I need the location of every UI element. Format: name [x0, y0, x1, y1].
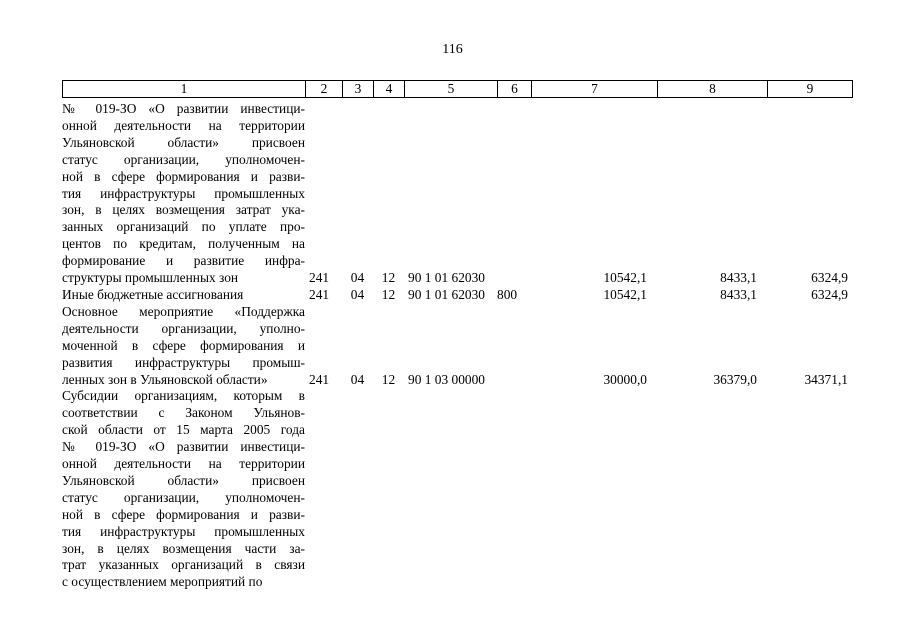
row-description — [62, 287, 305, 304]
table-body — [62, 101, 852, 591]
description-line: Ульяновской области» присвоен — [62, 472, 305, 488]
column-header-5: 5 — [405, 81, 498, 98]
row-amount-col8: 36379,0 — [713, 371, 757, 387]
column-header-4: 4 — [374, 81, 405, 98]
row-amount-col9: 6324,9 — [811, 270, 848, 286]
description-line: с осуществлением мероприятий по — [62, 574, 263, 590]
row-amount-col9: 6324,9 — [811, 286, 848, 302]
row-section: 04 — [350, 371, 365, 387]
description-line: деятельности организации, уполно- — [62, 320, 305, 336]
description-line: соответствии с Законом Ульянов- — [62, 405, 305, 421]
description-line: ленных зон в Ульяновской области» — [62, 371, 268, 387]
description-line: зон, в целях возмещения затрат ука- — [62, 202, 305, 218]
row-section: 04 — [350, 270, 365, 286]
description-line: занных организаций по уплате про- — [62, 219, 305, 235]
row-section: 04 — [350, 286, 365, 302]
description-line: тия инфраструктуры промышленных — [62, 523, 305, 539]
description-line: № 019-ЗО «О развитии инвестици- — [62, 439, 305, 455]
row-description — [62, 388, 305, 591]
row-description — [62, 101, 305, 287]
row-amount-col7: 10542,1 — [603, 286, 647, 302]
description-line: ской области от 15 марта 2005 года — [62, 422, 305, 438]
description-line: тия инфраструктуры промышленных — [62, 185, 305, 201]
row-amount-col8: 8433,1 — [720, 286, 757, 302]
description-line: трат указанных организаций в связи — [62, 557, 305, 573]
description-line: формирование и развитие инфра- — [62, 253, 305, 269]
description-line: ной в сфере формирования и разви- — [62, 168, 305, 184]
description-line: зон, в целях возмещения части за- — [62, 540, 305, 556]
page-number: 116 — [442, 42, 463, 57]
column-header-9: 9 — [768, 81, 853, 98]
description-line: развития инфраструктуры промыш- — [62, 354, 305, 370]
row-amount-col7: 10542,1 — [603, 270, 647, 286]
row-subsection: 12 — [381, 270, 396, 286]
table-row — [62, 101, 852, 287]
description-line: структуры промышленных зон — [62, 270, 239, 286]
description-line: Иные бюджетные ассигнования — [62, 286, 244, 302]
column-header-table — [62, 80, 853, 98]
column-header-3: 3 — [343, 81, 374, 98]
row-amount-col8: 8433,1 — [720, 270, 757, 286]
row-code-grbs: 241 — [309, 270, 330, 286]
description-line: онной деятельности на территории — [62, 117, 305, 133]
table-row — [62, 388, 852, 591]
description-line: статус организации, уполномочен- — [62, 151, 305, 167]
row-subsection: 12 — [381, 371, 396, 387]
description-line: центов по кредитам, полученным на — [62, 236, 305, 252]
column-header-2: 2 — [306, 81, 343, 98]
row-amount-col7: 30000,0 — [603, 371, 647, 387]
row-target-article: 90 1 01 62030 — [408, 270, 485, 286]
column-header-6: 6 — [498, 81, 532, 98]
row-description — [62, 304, 305, 389]
description-line: № 019-ЗО «О развитии инвестици- — [62, 101, 305, 116]
description-line: Субсидии организациям, которым в — [62, 388, 305, 404]
description-line: Ульяновской области» присвоен — [62, 134, 305, 150]
row-amount-col9: 34371,1 — [804, 371, 848, 387]
description-line: ной в сфере формирования и разви- — [62, 506, 305, 522]
row-code-grbs: 241 — [309, 286, 330, 302]
row-subsection: 12 — [381, 286, 396, 302]
column-header-7: 7 — [532, 81, 658, 98]
row-code-grbs: 241 — [309, 371, 330, 387]
description-line: онной деятельности на территории — [62, 456, 305, 472]
table-row — [62, 287, 852, 304]
table-row — [62, 304, 852, 389]
column-header-1: 1 — [63, 81, 306, 98]
column-header-row — [63, 81, 853, 98]
description-line: моченной в сфере формирования и — [62, 337, 305, 353]
row-target-article: 90 1 03 00000 — [408, 371, 485, 387]
description-line: Основное мероприятие «Поддержка — [62, 303, 305, 319]
row-expense-type: 800 — [497, 286, 518, 302]
column-header-8: 8 — [658, 81, 768, 98]
row-target-article: 90 1 01 62030 — [408, 286, 485, 302]
description-line: статус организации, уполномочен- — [62, 489, 305, 505]
